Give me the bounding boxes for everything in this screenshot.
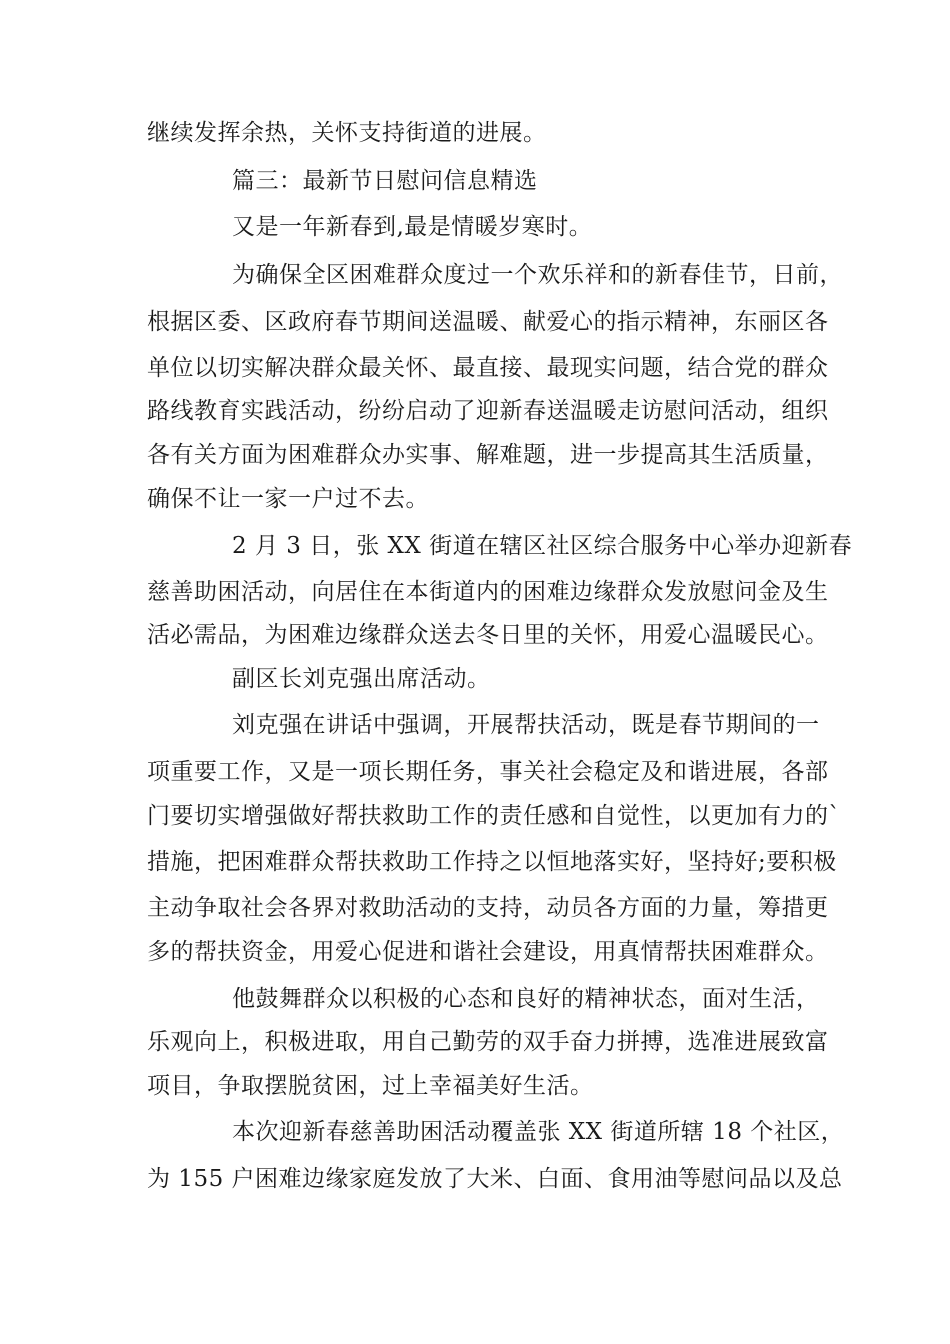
text-line: 为 155 户困难边缘家庭发放了大米、白面、食用油等慰问品以及总 xyxy=(147,1166,843,1192)
text-line: 主动争取社会各界对救助活动的支持，动员各方面的力量，筹措更 xyxy=(147,895,829,921)
text-line: 又是一年新春到,最是情暖岁寒时。 xyxy=(232,214,593,240)
text-line: 单位以切实解决群众最关怀、最直接、最现实问题，结合党的群众 xyxy=(147,355,829,381)
text-line: 多的帮扶资金，用爱心促进和谐社会建设，用真情帮扶困难群众。 xyxy=(147,939,829,965)
text-line: 措施，把困难群众帮扶救助工作持之以恒地落实好，坚持好;要积极 xyxy=(147,849,837,875)
text-line: 项重要工作，又是一项长期任务，事关社会稳定及和谐进展，各部 xyxy=(147,759,829,785)
text-line: 门要切实增强做好帮扶救助工作的责任感和自觉性，以更加有力的` xyxy=(147,803,841,829)
text-line: 乐观向上，积极进取，用自己勤劳的双手奋力拼搏，选准进展致富 xyxy=(147,1029,829,1055)
text-line: 为确保全区困难群众度过一个欢乐祥和的新春佳节，日前， xyxy=(232,262,843,288)
text-line: 活必需品，为困难边缘群众送去冬日里的关怀，用爱心温暖民心。 xyxy=(147,622,829,648)
section-heading: 篇三：最新节日慰问信息精选 xyxy=(232,168,538,194)
text-line: 本次迎新春慈善助困活动覆盖张 XX 街道所辖 18 个社区， xyxy=(232,1119,845,1145)
text-line: 根据区委、区政府春节期间送温暖、献爱心的指示精神，东丽区各 xyxy=(147,309,829,335)
text-line: 各有关方面为困难群众办实事、解难题，进一步提高其生活质量， xyxy=(147,442,829,468)
text-line: 继续发挥余热，关怀支持街道的进展。 xyxy=(147,120,547,146)
text-line: 他鼓舞群众以积极的心态和良好的精神状态，面对生活， xyxy=(232,986,820,1012)
text-line: 确保不让一家一户过不去。 xyxy=(147,486,429,512)
text-line: 慈善助困活动，向居住在本街道内的困难边缘群众发放慰问金及生 xyxy=(147,579,829,605)
text-line: 项目，争取摆脱贫困，过上幸福美好生活。 xyxy=(147,1073,594,1099)
text-line: 路线教育实践活动，纷纷启动了迎新春送温暖走访慰问活动，组织 xyxy=(147,398,829,424)
text-line: 刘克强在讲话中强调，开展帮扶活动，既是春节期间的一 xyxy=(232,712,820,738)
text-line: 副区长刘克强出席活动。 xyxy=(232,666,491,692)
text-line: 2 月 3 日，张 XX 街道在辖区社区综合服务中心举办迎新春 xyxy=(232,533,853,559)
